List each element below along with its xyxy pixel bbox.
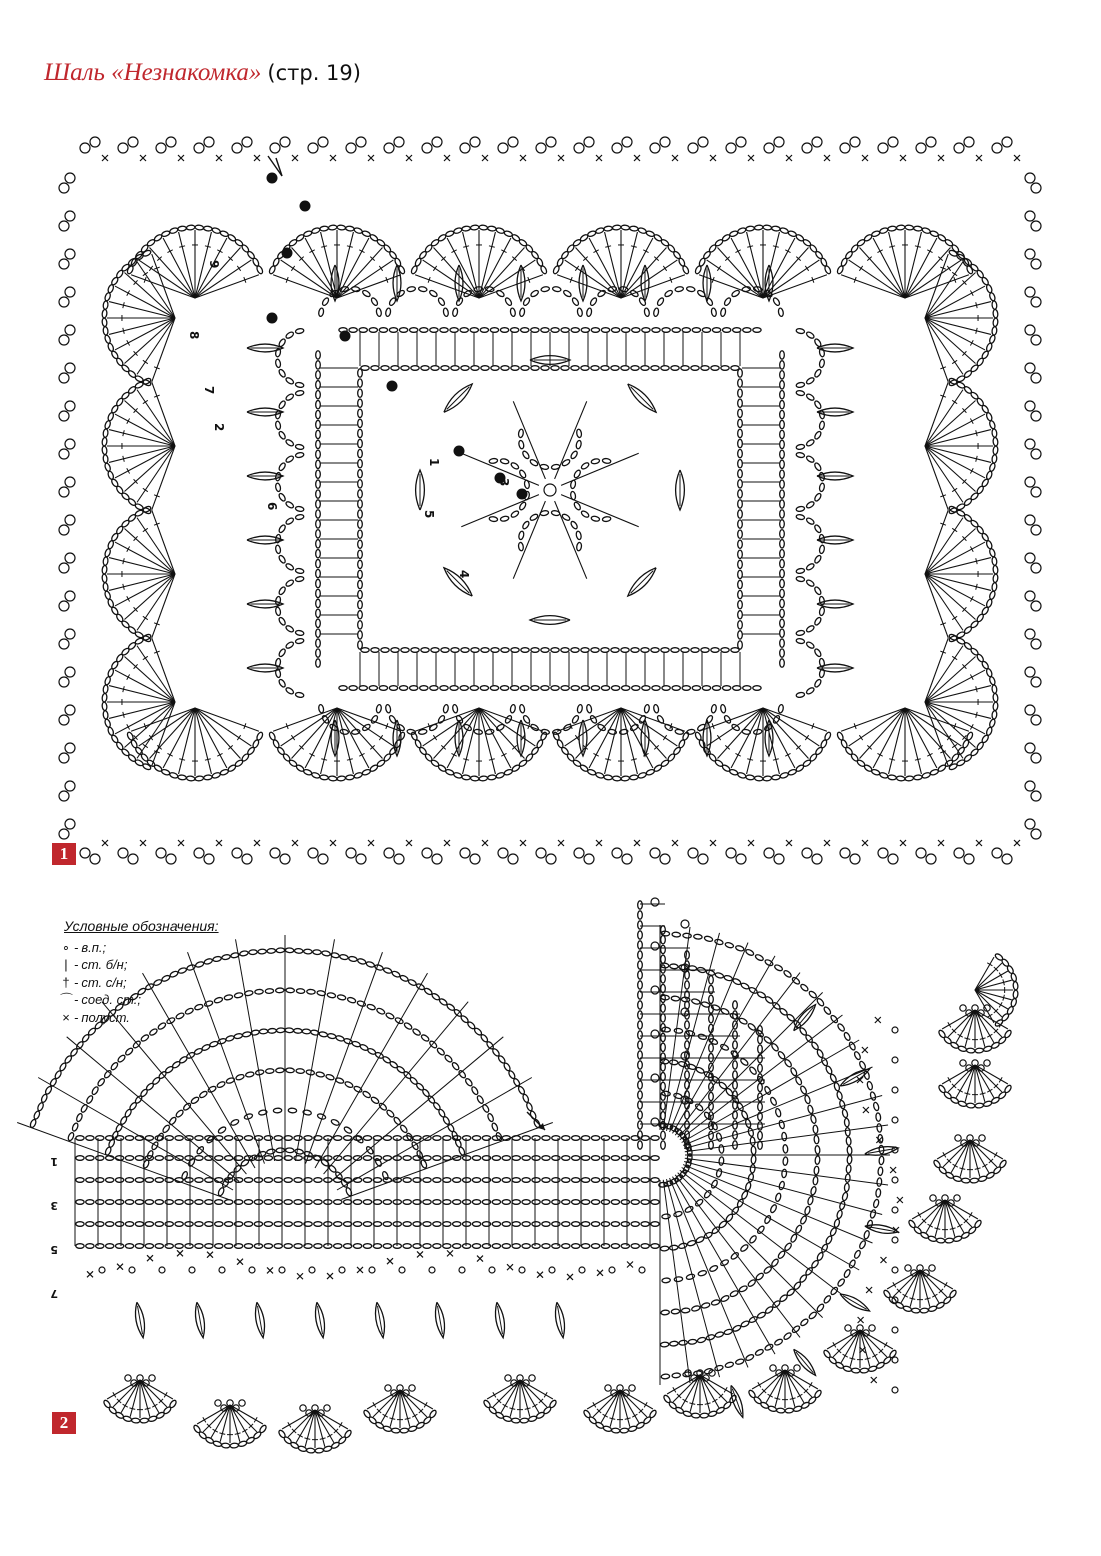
row-label: 1	[427, 458, 441, 467]
motif-frame	[316, 328, 785, 691]
row-label: 1	[50, 1155, 58, 1168]
edging-grid	[75, 898, 765, 1248]
row-label: 8	[187, 331, 201, 340]
page-title	[44, 58, 361, 87]
motif-row-labels	[187, 260, 511, 578]
pattern-name: Шаль «Незнакомка»	[44, 59, 262, 86]
row-label: 3	[497, 478, 511, 487]
legend-item-chain: ∘ - в.п.;	[61, 939, 107, 955]
single-crochet-post-icon: |	[64, 957, 68, 972]
motif-inner-leaves	[416, 356, 685, 625]
legend-text: в.п.;	[81, 939, 107, 955]
legend-item-slip: ⌒ - соед. ст.;	[60, 992, 141, 1007]
row-label: 3	[50, 1199, 58, 1212]
legend-text: ст. б/н;	[81, 957, 128, 972]
row-label: 6	[265, 502, 279, 511]
legend-title: Условные обозначения:	[64, 918, 219, 934]
legend-item-dc: † - ст. с/н;	[60, 974, 219, 992]
edging-corner-fan	[659, 925, 890, 1385]
half-stitch-icon: ×	[62, 1009, 70, 1025]
figure-2-badge: 2	[52, 1412, 76, 1434]
legend-item-half: × - полуст.	[60, 1009, 219, 1027]
row-label: 7	[50, 1287, 58, 1300]
motif-center	[461, 401, 638, 578]
legend-text: соед. ст.;	[81, 992, 141, 1007]
legend-text: полуст.	[81, 1009, 130, 1025]
row-label: 7	[202, 386, 216, 395]
row-label: 9	[207, 260, 221, 269]
slip-stitch-icon: ⌒	[60, 992, 74, 1007]
legend-text: ст. с/н;	[81, 974, 127, 990]
corner-edging-diagram	[0, 890, 1101, 1460]
row-label: 2	[212, 423, 226, 432]
row-label: 5	[50, 1243, 58, 1256]
legend-item-sc: | - ст. б/н;	[60, 956, 219, 974]
edging-row-labels	[50, 1155, 58, 1300]
page-reference: (стр. 19)	[267, 61, 361, 85]
motif-shell-fans	[102, 225, 999, 782]
row-label: 4	[457, 570, 471, 579]
row-label: 5	[422, 510, 436, 519]
chain-stitch-icon: ∘	[61, 939, 71, 955]
edging-leaves	[135, 1005, 898, 1418]
square-motif-diagram	[0, 118, 1101, 878]
double-crochet-icon: †	[62, 974, 70, 990]
figure-1-badge: 1	[52, 843, 76, 865]
